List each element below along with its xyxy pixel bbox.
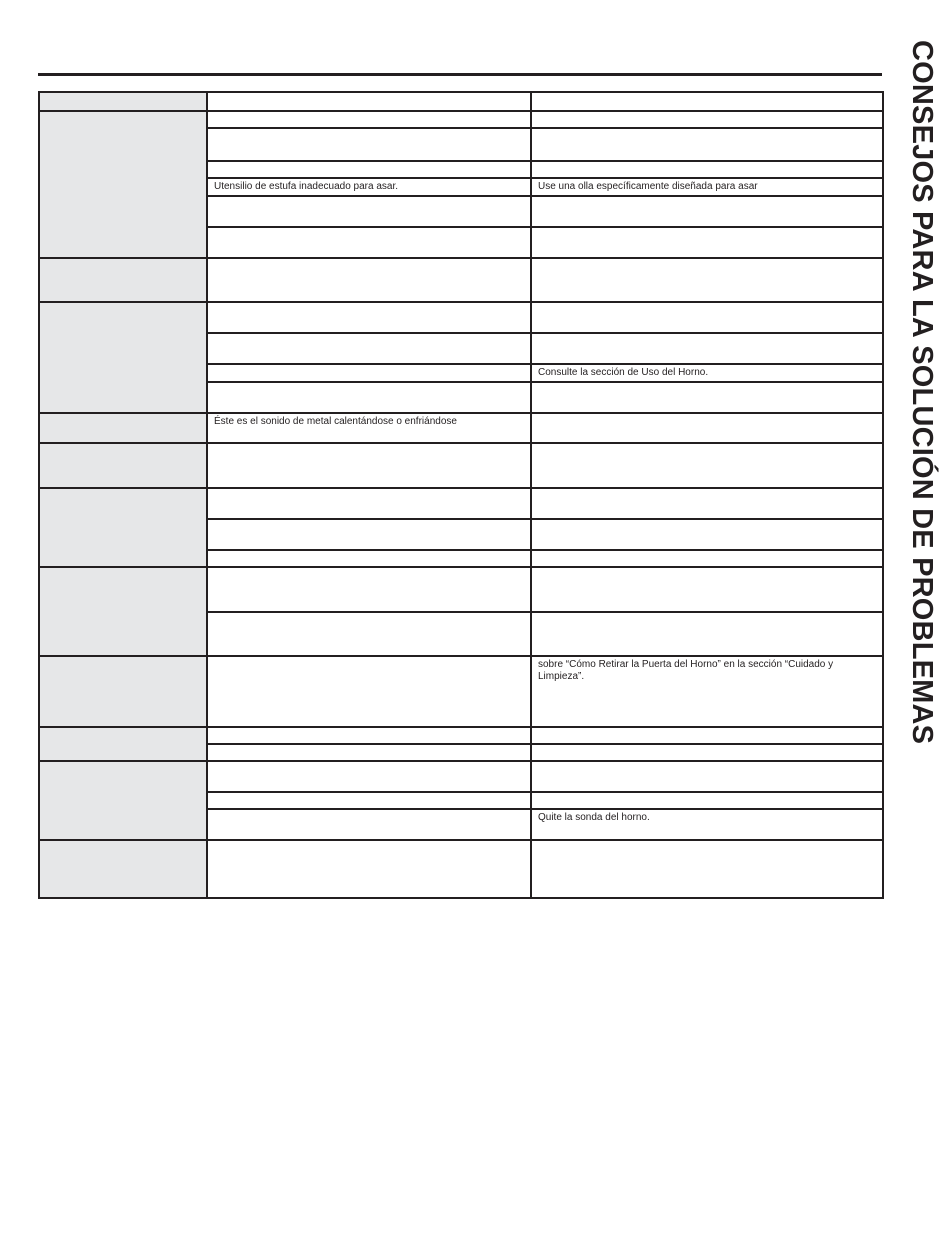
problem-cell: [39, 258, 207, 302]
cause-cell: [207, 111, 531, 128]
cause-cell: [207, 840, 531, 898]
remedy-cell: [531, 792, 883, 809]
table-header-row: [39, 92, 883, 111]
cause-cell: [207, 519, 531, 550]
cause-cell: [207, 727, 531, 744]
cause-cell: [207, 364, 531, 382]
remedy-cell: [531, 727, 883, 744]
problem-cell: [39, 413, 207, 443]
remedy-cell: [531, 111, 883, 128]
problem-cell: [39, 761, 207, 840]
problem-cell: [39, 567, 207, 656]
top-rule: [38, 73, 882, 76]
cause-cell: [207, 550, 531, 567]
cause-cell: [207, 567, 531, 612]
header-remedy: [531, 92, 883, 111]
cause-cell: [207, 161, 531, 178]
remedy-cell: [531, 567, 883, 612]
remedy-cell: [531, 227, 883, 258]
cause-cell: [207, 809, 531, 840]
page-title: CONSEJOS PARA LA SOLUCIÓN DE PROBLEMAS: [906, 40, 938, 745]
table-row: [39, 840, 883, 898]
troubleshooting-table: [38, 91, 884, 899]
remedy-cell: [531, 612, 883, 656]
cause-cell: [207, 488, 531, 519]
table-row: [39, 488, 883, 519]
problem-cell: [39, 111, 207, 258]
problem-cell: [39, 727, 207, 761]
problem-cell: [39, 302, 207, 413]
problem-cell: [39, 840, 207, 898]
remedy-cell: [531, 519, 883, 550]
cause-cell: [207, 128, 531, 161]
remedy-cell: [531, 443, 883, 488]
remedy-cell: [531, 302, 883, 333]
remedy-cell: [531, 761, 883, 792]
cause-cell: [207, 196, 531, 227]
table-row: [39, 258, 883, 302]
table-row: [39, 656, 883, 727]
remedy-cell: Use una olla específicamente diseñada para asar: [531, 178, 883, 196]
cause-cell: [207, 443, 531, 488]
cause-cell: Éste es el sonido de metal calentándose o enfriándose: [207, 413, 531, 443]
cause-cell: [207, 302, 531, 333]
table-row: [39, 302, 883, 333]
table-row: [39, 567, 883, 612]
table-row: [39, 727, 883, 744]
remedy-cell: [531, 161, 883, 178]
table-row: [39, 761, 883, 792]
header-problem: [39, 92, 207, 111]
cause-cell: Utensilio de estufa inadecuado para asar.: [207, 178, 531, 196]
problem-cell: [39, 443, 207, 488]
remedy-cell: Quite la sonda del horno.: [531, 809, 883, 840]
remedy-cell: [531, 550, 883, 567]
cause-cell: [207, 761, 531, 792]
cause-cell: [207, 744, 531, 761]
remedy-cell: [531, 196, 883, 227]
cause-cell: [207, 382, 531, 413]
cause-cell: [207, 656, 531, 727]
remedy-cell: [531, 413, 883, 443]
remedy-cell: sobre “Cómo Retirar la Puerta del Horno” en la sección “Cuidado y Limpieza”.: [531, 656, 883, 727]
cause-cell: [207, 258, 531, 302]
remedy-cell: Consulte la sección de Uso del Horno.: [531, 364, 883, 382]
remedy-cell: [531, 488, 883, 519]
problem-cell: [39, 488, 207, 567]
remedy-cell: [531, 258, 883, 302]
remedy-cell: [531, 333, 883, 364]
table-row: [39, 111, 883, 128]
remedy-cell: [531, 840, 883, 898]
cause-cell: [207, 227, 531, 258]
remedy-cell: [531, 128, 883, 161]
header-cause: [207, 92, 531, 111]
problem-cell: [39, 656, 207, 727]
cause-cell: [207, 612, 531, 656]
cause-cell: [207, 333, 531, 364]
remedy-cell: [531, 744, 883, 761]
remedy-cell: [531, 382, 883, 413]
table-row: [39, 413, 883, 443]
cause-cell: [207, 792, 531, 809]
table-row: [39, 443, 883, 488]
